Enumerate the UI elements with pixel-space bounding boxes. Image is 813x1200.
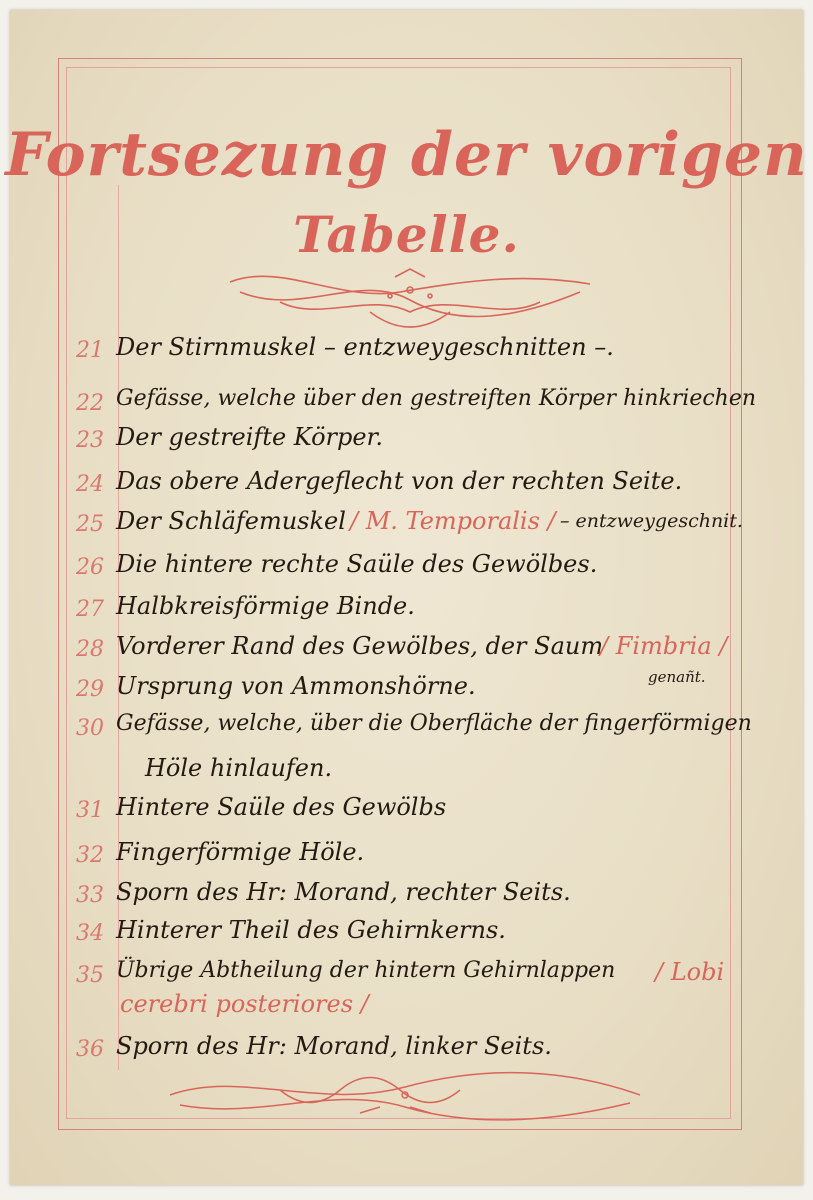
- entry-number: 32: [76, 843, 104, 868]
- entry-tail: – entzweygeschnit.: [560, 510, 743, 532]
- entry-latin-continuation: cerebri posteriores /: [120, 990, 369, 1018]
- entry-text: Fingerförmige Höle.: [116, 838, 365, 866]
- entry-text: Der Stirnmuskel – entzweygeschnitten –.: [116, 333, 614, 361]
- entry-number: 23: [76, 428, 104, 453]
- entry-text: Hintere Saüle des Gewölbs: [116, 793, 447, 821]
- page-title: Fortsezung der vorigen: [5, 120, 808, 190]
- entry-text: Das obere Adergeflecht von der rechten Seite.: [116, 467, 683, 495]
- entry-text: Übrige Abtheilung der hintern Gehirnlappen: [116, 958, 616, 983]
- entry-text: Der gestreifte Körper.: [116, 423, 384, 451]
- entry-text: Ursprung von Ammonshörne.: [116, 672, 476, 700]
- page-subtitle: Tabelle.: [293, 205, 520, 264]
- entry-latin-term: / M. Temporalis /: [350, 507, 556, 535]
- entry-text: Sporn des Hr: Morand, rechter Seits.: [116, 878, 571, 906]
- entry-text: Gefässe, welche, über die Oberfläche der fingerförmigen: [116, 711, 752, 736]
- entry-number: 31: [76, 798, 104, 823]
- entry-number: 36: [76, 1037, 104, 1062]
- entry-text: Der Schläfemuskel: [116, 507, 346, 535]
- entry-number: 28: [76, 637, 104, 662]
- entry-number: 34: [76, 921, 104, 946]
- entry-number: 29: [76, 677, 104, 702]
- entry-number: 30: [76, 716, 104, 741]
- entry-number: 25: [76, 512, 104, 537]
- entry-number: 22: [76, 391, 104, 416]
- entry-text: Die hintere rechte Saüle des Gewölbes.: [116, 550, 598, 578]
- entry-number: 21: [76, 338, 104, 363]
- entry-number: 33: [76, 883, 104, 908]
- entry-text: Gefässe, welche über den gestreiften Körper hinkriechen: [116, 386, 757, 411]
- entry-tail: genañt.: [648, 668, 706, 686]
- entry-text: Halbkreisförmige Binde.: [116, 592, 415, 620]
- entry-number: 26: [76, 555, 104, 580]
- entry-text: Sporn des Hr: Morand, linker Seits.: [116, 1032, 552, 1060]
- entry-latin-term: / Lobi: [655, 958, 725, 986]
- entry-text: Vorderer Rand des Gewölbes, der Saum: [116, 632, 604, 660]
- entry-number: 35: [76, 963, 104, 988]
- entry-number: 27: [76, 597, 104, 622]
- entry-text: Hinterer Theil des Gehirnkerns.: [116, 916, 506, 944]
- entry-continuation: Höle hinlaufen.: [145, 754, 333, 782]
- entry-number: 24: [76, 472, 104, 497]
- entry-latin-term: / Fimbria /: [600, 632, 728, 660]
